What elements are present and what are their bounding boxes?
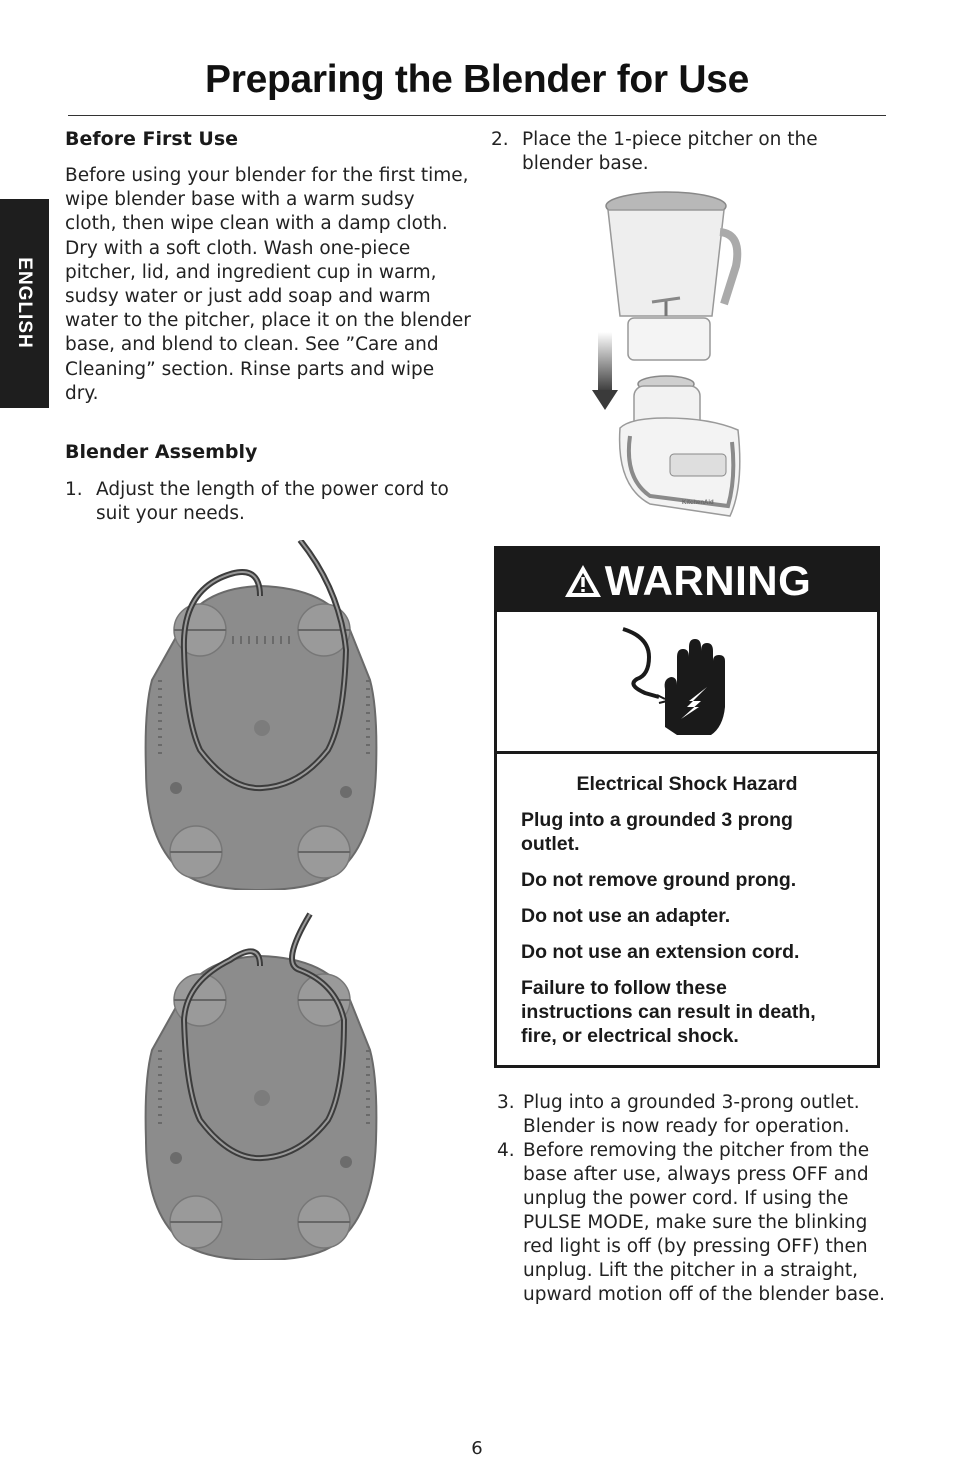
before-first-use-heading: Before First Use bbox=[65, 128, 239, 150]
blender-base-cord-illustration-2 bbox=[140, 910, 390, 1260]
warning-triangle-icon bbox=[563, 563, 603, 599]
blender-assembly-heading: Blender Assembly bbox=[65, 441, 258, 463]
assembly-step-3: 3. Plug into a grounded 3-prong outlet. Blender is now ready for operation. bbox=[497, 1092, 860, 1137]
blender-logo: KitchenAid bbox=[682, 500, 714, 506]
warning-box bbox=[494, 546, 880, 1068]
warning-label: WARNING bbox=[604, 556, 812, 604]
blender-base-cord-illustration-1 bbox=[140, 540, 390, 890]
assembly-step-1: 1. Adjust the length of the power cord to suit your needs. bbox=[65, 479, 449, 524]
warning-item-3: Do not use an adapter. bbox=[521, 905, 731, 927]
hazard-title: Electrical Shock Hazard bbox=[576, 773, 798, 795]
warning-header bbox=[497, 549, 877, 612]
language-tab bbox=[0, 199, 49, 408]
warning-item-2: Do not remove ground prong. bbox=[521, 869, 797, 891]
title-rule bbox=[68, 115, 886, 116]
page-number: 6 bbox=[471, 1438, 483, 1459]
page-title: Preparing the Blender for Use bbox=[205, 58, 749, 101]
down-arrow-icon bbox=[592, 332, 618, 410]
electric-shock-hand-icon bbox=[619, 627, 729, 739]
blender-pitcher-illustration bbox=[590, 186, 750, 518]
assembly-step-2: 2. Place the 1-piece pitcher on the blender base. bbox=[491, 129, 818, 174]
before-first-use-text: Before using your blender for the first time, wipe blender base with a warm sudsy cloth, then wipe clean with a damp cloth. Dry with a soft cloth. Wash one-piece pitcher, lid, and ingredient cup in warm, sudsy water or just add soap and warm water to the pitcher, place it on the blender base, and blend to clean. See ”Care and Cleaning” section. Rinse parts and wipe dry. bbox=[65, 165, 471, 404]
warning-item-1: Plug into a grounded 3 prong outlet. bbox=[521, 809, 793, 855]
warning-item-4: Do not use an extension cord. bbox=[521, 941, 800, 963]
language-tab-label: ENGLISH bbox=[14, 257, 35, 349]
warning-divider bbox=[497, 751, 877, 754]
assembly-step-4: 4. Before removing the pitcher from the base after use, always press OFF and unplug the power cord. If using the PULSE MODE, make sure the blinking red light is off (by pressing OFF) then unplug. Lift the pitcher in a straight, upward motion off of the blender base. bbox=[497, 1140, 885, 1305]
warning-item-5: Failure to follow these instructions can result in death, fire, or electrical shock. bbox=[521, 977, 816, 1047]
